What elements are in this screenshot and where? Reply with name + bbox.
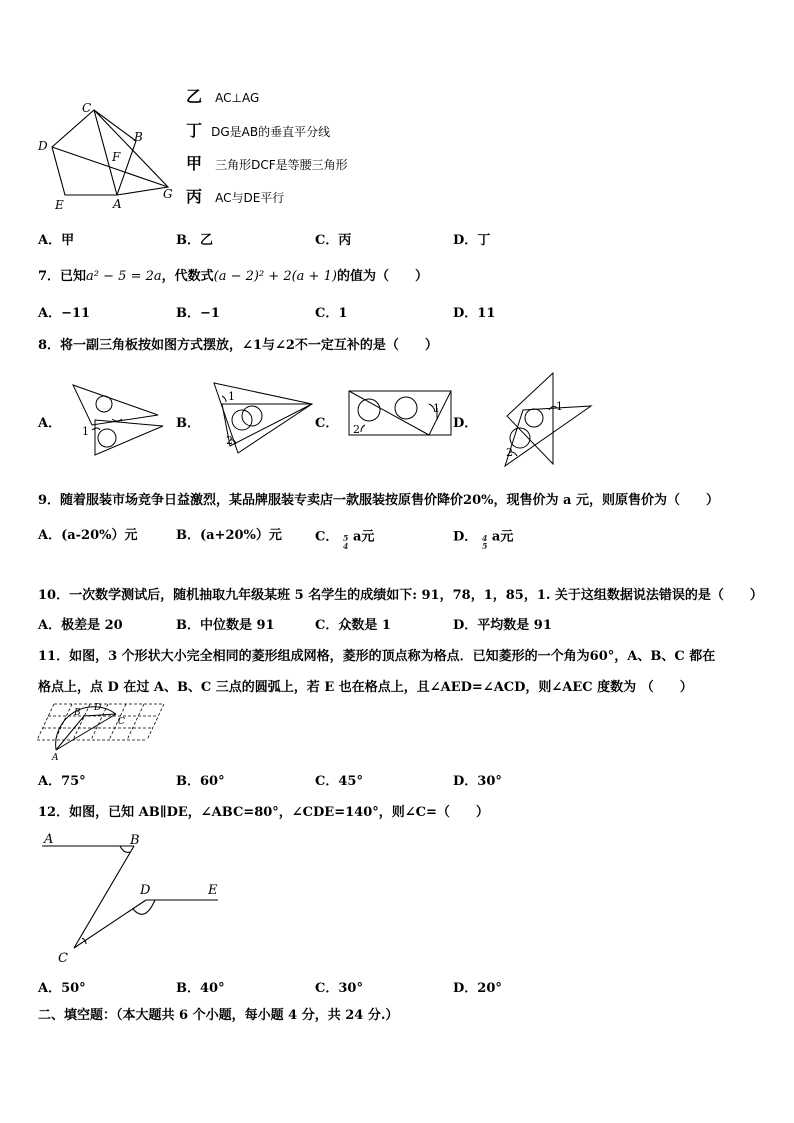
q11-option-d[interactable]: D．30°: [453, 774, 502, 789]
q12-option-c[interactable]: C．30°: [315, 981, 363, 996]
q8-figure-d: [493, 370, 593, 470]
q9-option-a[interactable]: A．(a-20%）元: [38, 528, 138, 543]
q7-stem: [38, 265, 428, 284]
q12-figure: [36, 830, 226, 968]
option-tail: a元: [491, 529, 514, 545]
option-letter: C．: [315, 529, 339, 545]
q9-stem: 9．随着服装市场竞争日益激烈，某品牌服装专卖店一款服装按原售价降价20%，现售价为 a 元，则原售价为（ ）: [38, 493, 719, 508]
label-a: A: [44, 832, 54, 847]
q11-stem-line2: 格点上，点 D 在过 A、B、C 三点的圆弧上，若 E 也在格点上，且∠AED=∠ACD，则∠AEC 度数为 （ ）: [38, 680, 693, 695]
q6-option-c[interactable]: C．丙: [315, 233, 352, 248]
label-a: A: [113, 197, 122, 211]
q9-option-b[interactable]: B．(a+20%）元: [176, 528, 282, 543]
label-b: B: [74, 708, 81, 718]
statement-label: 乙: [186, 87, 203, 106]
option-letter: D．: [453, 529, 478, 545]
statement-label: 甲: [186, 154, 203, 173]
fraction: [343, 534, 349, 550]
q12-stem: 12．如图，已知 AB∥DE，∠ABC=80°，∠CDE=140°，则∠C=（ ）: [38, 805, 489, 820]
q10-option-d[interactable]: D．平均数是 91: [453, 618, 552, 633]
denominator: 5: [481, 541, 488, 551]
q12-option-b[interactable]: B．40°: [176, 981, 225, 996]
label-d: D: [140, 883, 151, 898]
label-c: C: [118, 717, 125, 727]
option-tail: a元: [353, 529, 375, 545]
label-g: G: [163, 187, 173, 201]
angle-mark-1: 1: [433, 402, 440, 415]
q8-figure-a: [70, 380, 168, 460]
q11-option-b[interactable]: B．60°: [176, 774, 225, 789]
statement-text: 三角形DCF是等腰三角形: [215, 158, 348, 172]
q6-statement-4: [186, 184, 284, 207]
label-c: C: [58, 951, 68, 966]
q9-option-c[interactable]: [315, 524, 374, 550]
q7-mid: ，代数式: [161, 269, 214, 284]
denominator: 4: [342, 541, 349, 551]
q11-option-c[interactable]: C．45°: [315, 774, 363, 789]
q11-option-a[interactable]: A．75°: [38, 774, 86, 789]
statement-label: 丙: [186, 187, 203, 206]
angle-mark-1: 1: [556, 400, 563, 413]
q8-option-d-label[interactable]: D．: [453, 416, 478, 431]
q11-stem-line1: 11．如图，3 个形状大小完全相同的菱形组成网格，菱形的顶点称为格点．已知菱形的一个角为60°，A、B、C 都在: [38, 649, 716, 664]
section-2-heading: 二、填空题：（本大题共 6 个小题，每小题 4 分，共 24 分.）: [38, 1008, 399, 1023]
numerator: 4: [481, 533, 488, 543]
q7-option-d[interactable]: D．11: [453, 306, 496, 321]
q8-option-b-label[interactable]: B．: [176, 416, 200, 431]
q7-suffix: 的值为（ ）: [336, 269, 428, 284]
q12-option-d[interactable]: D．20°: [453, 981, 502, 996]
label-b: B: [130, 833, 140, 848]
numerator: 5: [342, 533, 349, 543]
q8-stem: 8．将一副三角板按如图方式摆放，∠1与∠2不一定互补的是（ ）: [38, 338, 438, 353]
q6-statement-2: [186, 118, 330, 141]
q8-figure-c: [345, 388, 457, 440]
angle-mark-1: 1: [228, 390, 235, 403]
fraction: [482, 534, 488, 550]
q10-option-b[interactable]: B．中位数是 91: [176, 618, 275, 633]
label-b: B: [134, 130, 143, 144]
q7-prefix: 7．已知: [38, 269, 87, 284]
q6-option-d[interactable]: D．丁: [453, 233, 491, 248]
q7-option-c[interactable]: C．1: [315, 306, 348, 321]
q8-option-a-label[interactable]: A．: [38, 416, 62, 431]
label-e: E: [208, 883, 218, 898]
q6-figure: [30, 95, 190, 213]
q8-option-c-label[interactable]: C．: [315, 416, 339, 431]
label-d: D: [94, 703, 102, 713]
q7-option-b[interactable]: B．−1: [176, 306, 220, 321]
q9-option-d[interactable]: [453, 524, 513, 550]
q6-option-a[interactable]: A．甲: [38, 233, 75, 248]
angle-mark-2: 2: [226, 434, 233, 447]
angle-mark-1: 1: [82, 425, 89, 438]
q8-figure-b: [208, 378, 318, 458]
statement-text: AC⊥AG: [215, 91, 260, 105]
label-e: E: [55, 198, 64, 212]
q12-option-a[interactable]: A．50°: [38, 981, 86, 996]
q10-stem: 10．一次数学测试后，随机抽取九年级某班 5 名学生的成绩如下: 91，78，1，85，1. 关于这组数据说法错误的是（ ）: [38, 588, 763, 603]
q6-statement-1: [186, 84, 259, 107]
q7-condition: a² − 5 = 2a: [86, 269, 162, 284]
statement-label: 丁: [186, 121, 203, 140]
q10-option-a[interactable]: A．极差是 20: [38, 618, 123, 633]
statement-text: AC与DE平行: [215, 191, 285, 205]
q11-figure: [34, 698, 174, 764]
angle-mark-2: 2: [353, 423, 360, 436]
label-f: F: [112, 150, 121, 164]
label-c: C: [82, 101, 92, 115]
q10-option-c[interactable]: C．众数是 1: [315, 618, 391, 633]
q6-option-b[interactable]: B．乙: [176, 233, 213, 248]
q7-option-a[interactable]: A．−11: [38, 306, 91, 321]
angle-mark-2: 2: [506, 446, 513, 459]
q6-statement-3: [186, 151, 348, 174]
label-a: A: [52, 753, 59, 763]
q7-expression: (a − 2)² + 2(a + 1): [213, 269, 337, 284]
statement-text: DG是AB的垂直平分线: [211, 125, 331, 139]
label-d: D: [38, 139, 48, 153]
